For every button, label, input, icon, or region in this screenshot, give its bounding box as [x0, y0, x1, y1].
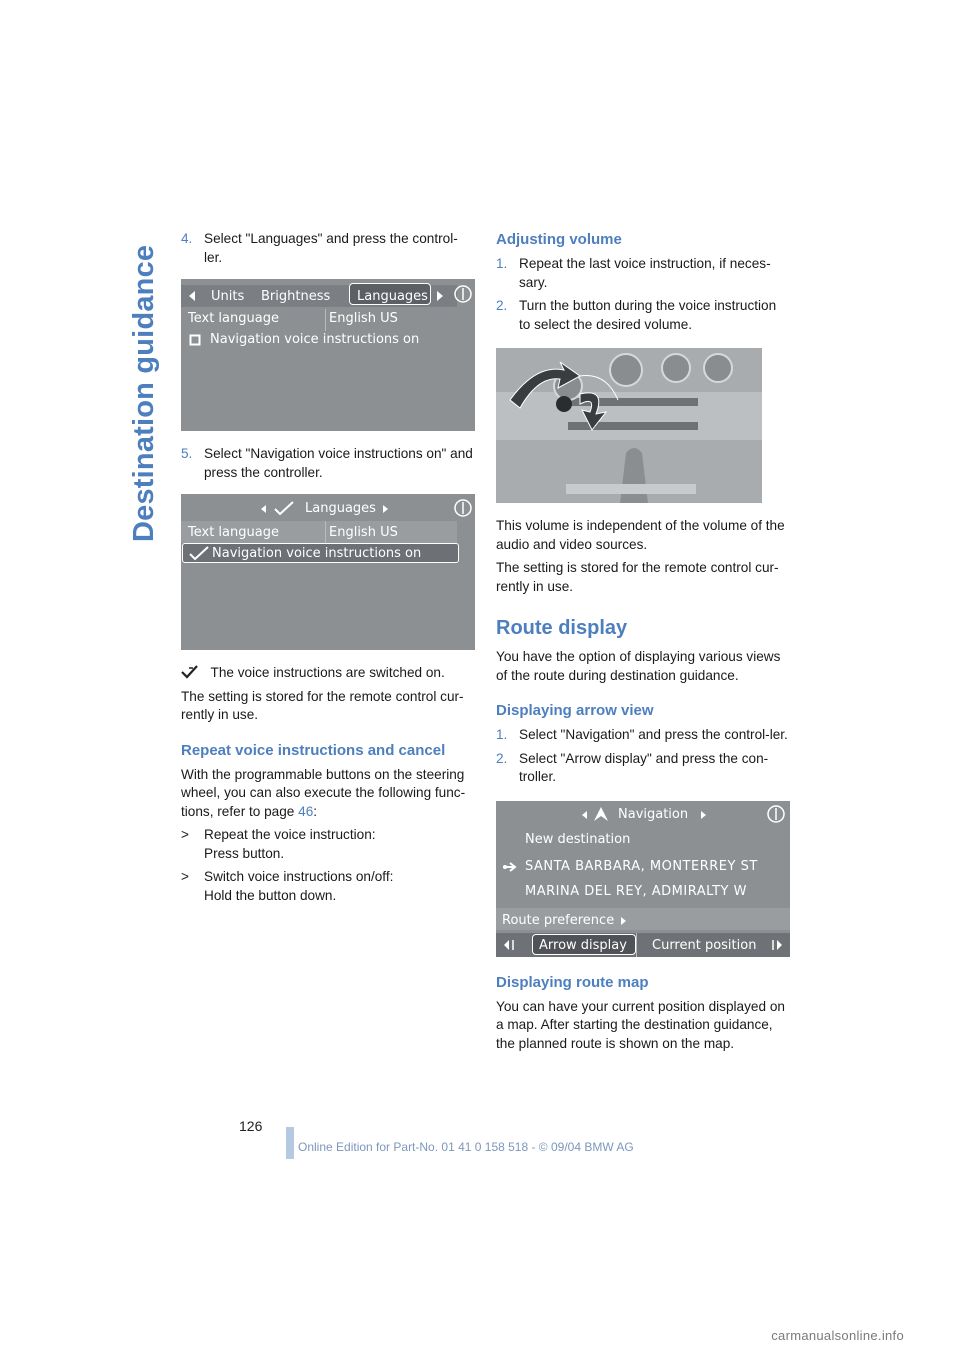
volume-step-2: 2. Turn the button during the voice instruction to select the desired volume.: [496, 298, 777, 332]
arrow-left-icon: [259, 504, 267, 514]
arrow-left-icon: [580, 810, 588, 820]
volume-note-2: The setting is stored for the remote control cur-rently in use.: [496, 560, 779, 594]
step-4: [181, 230, 475, 267]
row-voice-instructions-selected: Navigation voice instructions on: [212, 546, 422, 561]
volume-knob-illustration: [496, 348, 762, 503]
stored-note: The setting is stored for the remote control cur-rently in use.: [181, 688, 464, 722]
row-text-language-value: English US: [329, 525, 398, 540]
heading-adjusting-volume: Adjusting volume: [496, 231, 622, 248]
edition-note: Online Edition for Part-No. 01 41 0 158 518 - © 09/04 BMW AG: [298, 1140, 634, 1154]
controller-icon: [453, 498, 473, 518]
step-number: 5.: [181, 446, 193, 461]
heading-route-map: Displaying route map: [496, 973, 649, 991]
route-intro: You have the option of displaying various views of the route during destination guidance.: [496, 649, 781, 683]
list-item: > Repeat the voice instruction: Press button.: [181, 827, 376, 861]
arrow-right-icon: [770, 939, 784, 951]
page-link[interactable]: 46: [298, 803, 314, 819]
arrow-right-icon: [620, 916, 628, 926]
check-note: The voice instructions are switched on.: [181, 664, 475, 683]
checkbox-empty-icon: [189, 334, 201, 346]
tab-units: Units: [211, 289, 245, 304]
checkmark-icon: [273, 500, 295, 516]
nav-last-destination-1: SANTA BARBARA, MONTERREY ST: [525, 858, 758, 874]
menu-title: Languages: [305, 501, 376, 516]
watermark: carmanualsonline.info: [771, 1328, 904, 1343]
controller-icon: [766, 804, 786, 824]
right-column: [496, 230, 790, 1058]
arrow-step-1: 1. Select "Navigation" and press the control-ler.: [496, 727, 788, 742]
list-item: > Switch voice instructions on/off: Hold the button down.: [181, 869, 394, 903]
screen-languages-menu: [181, 494, 475, 650]
arrow-right-icon: [700, 810, 708, 820]
menu-title: Navigation: [618, 806, 689, 822]
heading-repeat-voice: Repeat voice instructions and cancel: [181, 741, 446, 759]
step-text: Select "Navigation voice instructions on" and press the controller.: [204, 446, 473, 480]
row-text-language-label: Text language: [188, 525, 279, 540]
footer-accent-bar: [286, 1127, 294, 1159]
step-5: [181, 445, 475, 482]
row-text-language-label: Text language: [188, 311, 279, 326]
side-title-text: Destination guidance: [128, 244, 160, 542]
image-code: [462, 584, 472, 634]
cell-divider: [636, 933, 637, 957]
current-position-button: Current position: [652, 937, 757, 953]
console-photo: [496, 348, 762, 503]
row-voice-instructions: Navigation voice instructions on: [210, 332, 420, 347]
nav-route-preference: Route preference: [502, 912, 615, 928]
step-number: 4.: [181, 231, 193, 246]
left-column: [181, 230, 475, 910]
repeat-intro: With the programmable buttons on the steering wheel, you can also execute the following func-tions, refer to page 46:: [181, 766, 466, 819]
step-text: Select "Languages" and press the control-ler.: [204, 231, 458, 265]
volume-note-1: This volume is independent of the volume of the audio and video sources.: [496, 518, 785, 552]
nav-last-destination-2: MARINA DEL REY, ADMIRALTY W: [525, 883, 747, 899]
nav-new-destination: New destination: [525, 831, 631, 847]
arrow-left-icon: [187, 290, 197, 302]
page-number: 126: [239, 1118, 263, 1134]
checkmark-icon: [188, 545, 210, 561]
arrow-step-2: 2. Select "Arrow display" and press the con-troller.: [496, 750, 769, 784]
tab-brightness: Brightness: [261, 289, 331, 304]
checkmark-icon: [181, 665, 207, 679]
route-map-text: You can have your current position displayed on a map. After starting the destination guidance, the planned route is shown on the map.: [496, 998, 785, 1051]
side-section-title: [128, 232, 162, 542]
screen-languages-tab: [181, 279, 475, 431]
image-code: [462, 289, 472, 339]
arrow-right-icon: [382, 504, 390, 514]
row-text-language-value: English US: [329, 311, 398, 326]
screen-navigation: [496, 801, 790, 957]
volume-step-1: 1. Repeat the last voice instruction, if neces-sary.: [496, 256, 771, 290]
arrow-right-icon: [435, 290, 445, 302]
navigation-icon: [592, 805, 610, 823]
heading-route-display: Route display: [496, 617, 628, 639]
arrow-display-button: Arrow display: [539, 937, 627, 953]
arrow-left-icon: [502, 939, 516, 951]
heading-arrow-view: Displaying arrow view: [496, 702, 654, 719]
tab-languages: Languages: [357, 289, 428, 304]
route-arrow-icon: [502, 861, 520, 873]
